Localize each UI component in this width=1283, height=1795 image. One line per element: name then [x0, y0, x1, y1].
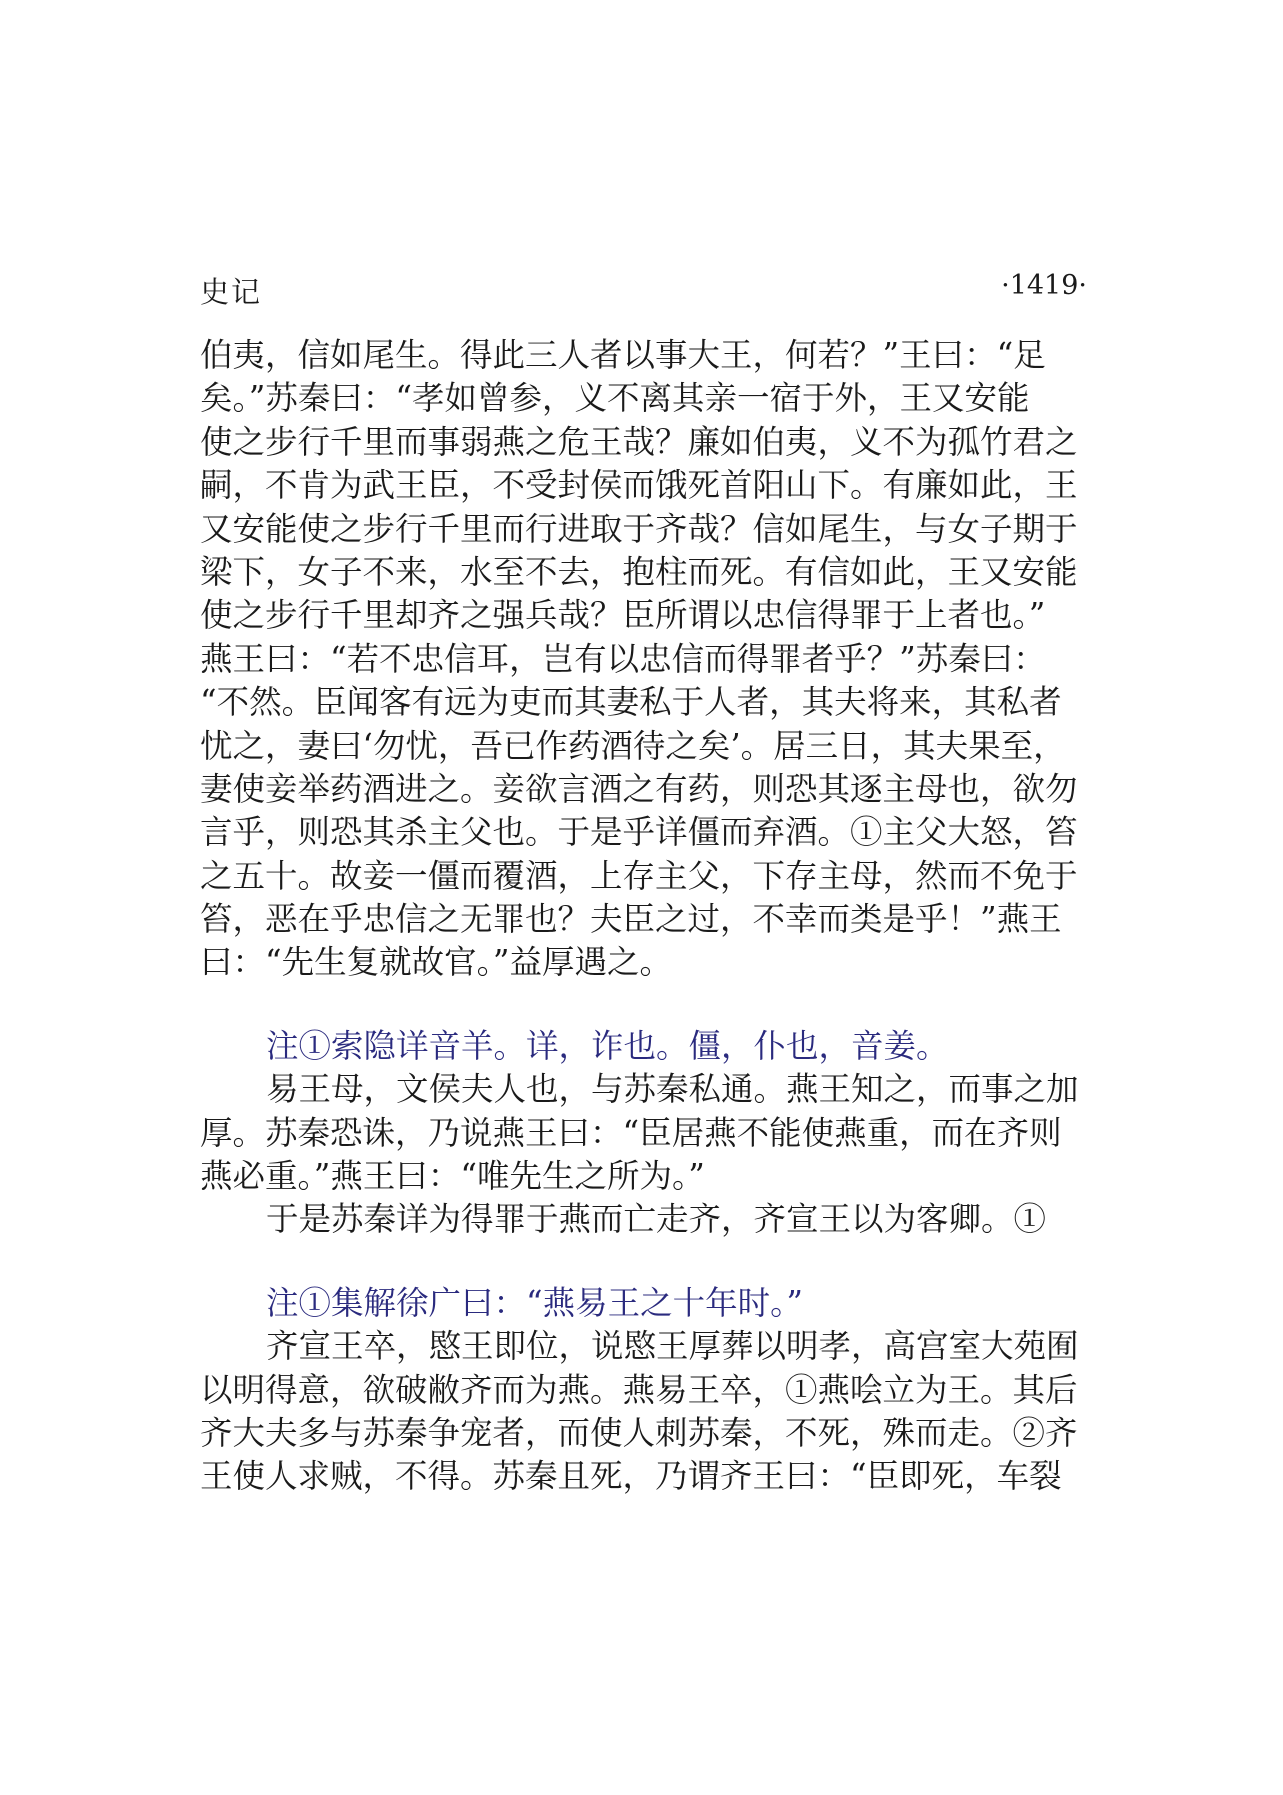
text-line: 嗣，不肯为武王臣，不受封侯而饿死首阳山下。有廉如此，王 — [200, 466, 1078, 505]
text-line: 易王母，文侯夫人也，与苏秦私通。燕王知之，而事之加 — [266, 1070, 1079, 1109]
paragraph-3 — [200, 1198, 1087, 1241]
text-line: 之五十。故妾一僵而覆酒，上存主父，下存主母，然而不免于 — [200, 856, 1078, 895]
annotation-note-1: 注①索隐详音羊。详，诈也。僵，仆也，音姜。 — [266, 1026, 949, 1065]
text-line: 王使人求贼，不得。苏秦且死，乃谓齐王曰：“臣即死，车裂 — [200, 1457, 1062, 1496]
page — [200, 270, 1087, 1499]
text-line: “不然。臣闻客有远为吏而其妻私于人者，其夫将来，其私者 — [200, 683, 1062, 722]
paragraph-2 — [200, 1068, 1087, 1198]
paragraph-4 — [200, 1325, 1087, 1499]
text-line: 梁下，女子不来，水至不去，抱柱而死。有信如此，王又安能 — [200, 552, 1078, 591]
text-line: 以明得意，欲破敝齐而为燕。燕易王卒，①燕哙立为王。其后 — [200, 1370, 1078, 1409]
text-line: 使之步行千里却齐之强兵哉？臣所谓以忠信得罪于上者也。” — [200, 596, 1046, 635]
text-line: 妻使妾举药酒进之。妾欲言酒之有药，则恐其逐主母也，欲勿 — [200, 769, 1078, 808]
text-line: 于是苏秦详为得罪于燕而亡走齐，齐宣王以为客卿。① — [266, 1200, 1047, 1239]
annotation-note-2: 注①集解徐广曰：“燕易王之十年时。” — [266, 1283, 803, 1322]
text-line: 言乎，则恐其杀主父也。于是乎详僵而弃酒。①主父大怒，笞 — [200, 813, 1078, 852]
text-line: 曰：“先生复就故官。”益厚遇之。 — [200, 943, 672, 982]
text-line: 厚。苏秦恐诛，乃说燕王曰：“臣居燕不能使燕重，而在齐则 — [200, 1113, 1062, 1152]
page-header — [200, 270, 1087, 318]
text-line: 笞，恶在乎忠信之无罪也？夫臣之过，不幸而类是乎！”燕王 — [200, 900, 1062, 939]
text-line: 伯夷，信如尾生。得此三人者以事大王，何若？”王曰：“足 — [200, 336, 1046, 374]
page-number: ·1419· — [1001, 270, 1087, 301]
text-line: 齐大夫多与苏秦争宠者，而使人刺苏秦，不死，殊而走。②齐 — [200, 1414, 1078, 1453]
spacer — [200, 985, 1087, 1025]
running-title: 史记 — [200, 275, 263, 309]
text-line: 矣。”苏秦曰：“孝如曾参，义不离其亲一宿于外，王又安能 — [200, 379, 1030, 418]
text-line: 又安能使之步行千里而行进取于齐哉？信如尾生，与女子期于 — [200, 509, 1078, 548]
text-line: 齐宣王卒，愍王即位，说愍王厚葬以明孝，高宫室大苑囿 — [266, 1327, 1079, 1366]
paragraph-1 — [200, 334, 1087, 985]
text-line: 燕必重。”燕王曰：“唯先生之所为。” — [200, 1157, 705, 1196]
spacer — [200, 1242, 1087, 1282]
text-line: 使之步行千里而事弱燕之危王哉？廉如伯夷，义不为孤竹君之 — [200, 422, 1078, 461]
text-line: 忧之，妻曰‘勿忧，吾已作药酒待之矣’。居三日，其夫果至， — [200, 726, 1066, 765]
text-line: 燕王曰：“若不忠信耳，岂有以忠信而得罪者乎？”苏秦曰： — [200, 639, 1046, 678]
